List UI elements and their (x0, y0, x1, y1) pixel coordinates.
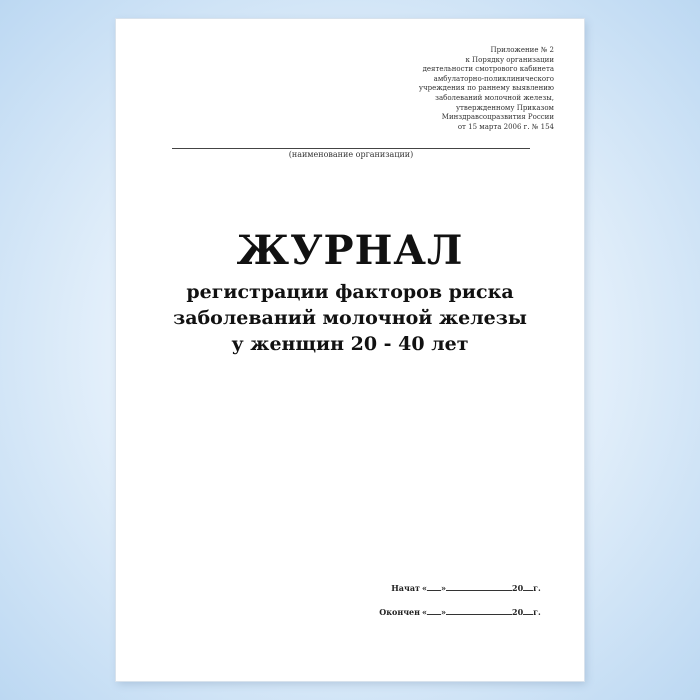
appendix-line: учреждения по раннему выявлению (418, 84, 554, 93)
start-date-row (374, 582, 541, 593)
open-quote: « (422, 607, 427, 617)
close-quote: » (441, 583, 446, 593)
start-date-label: Начат (391, 583, 420, 593)
year-suffix: г. (533, 607, 541, 617)
appendix-note (334, 46, 554, 132)
year-blank (523, 606, 533, 615)
month-blank (446, 582, 512, 591)
subtitle-line: заболеваний молочной железы (173, 307, 527, 329)
appendix-line: от 15 марта 2006 г. № 154 (457, 122, 554, 131)
organization-caption: (наименование организации) (288, 150, 414, 159)
close-quote: » (441, 607, 446, 617)
journal-subtitle (116, 279, 584, 357)
appendix-line: амбулаторно-поликлинического (433, 74, 554, 83)
day-blank (427, 582, 441, 591)
appendix-line: утвержденному Приказом (455, 103, 554, 112)
century-text: 20 (512, 583, 524, 593)
appendix-line: Минздравсоцразвития России (441, 113, 554, 122)
end-date-label: Окончен (379, 607, 420, 617)
month-blank (446, 606, 512, 615)
journal-cover (116, 19, 584, 681)
year-blank (523, 582, 533, 591)
end-date-row (374, 606, 541, 617)
appendix-line: заболеваний молочной железы, (435, 93, 554, 102)
century-text: 20 (512, 607, 524, 617)
journal-title: ЖУРНАЛ (236, 227, 464, 274)
appendix-line: Приложение № 2 (490, 46, 554, 54)
year-suffix: г. (533, 583, 541, 593)
appendix-line: к Порядку организации (465, 55, 554, 64)
day-blank (427, 606, 441, 615)
subtitle-line: у женщин 20 - 40 лет (231, 333, 469, 355)
appendix-line: деятельности смотрового кабинета (422, 65, 554, 74)
subtitle-line: регистрации факторов риска (186, 281, 514, 303)
open-quote: « (422, 583, 427, 593)
organization-name-line (172, 148, 530, 149)
